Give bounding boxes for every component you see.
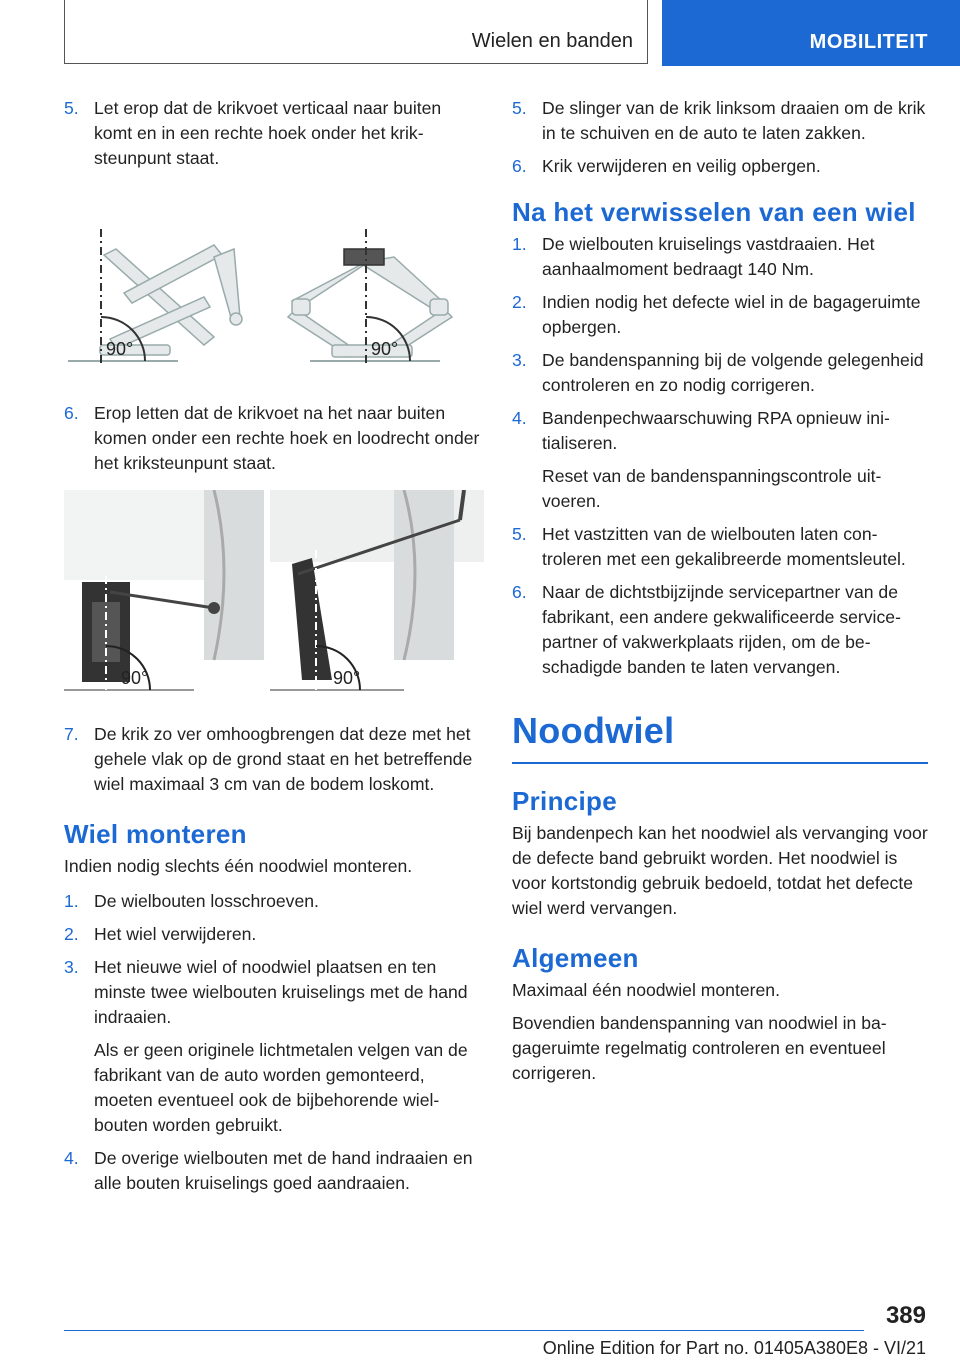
step-text: De slinger van de krik linksom draaien om de krik in te schuiven en de auto te laten zakken. [542, 98, 926, 143]
step-number: 1. [512, 234, 527, 254]
step-item [512, 290, 928, 340]
step-number: 6. [512, 582, 527, 602]
section-intro: Indien nodig slechts één noodwiel monteren. [64, 856, 413, 876]
chapter-heading: Noodwiel [512, 710, 928, 764]
step-item [512, 154, 928, 179]
step-text: De krik zo ver omhoogbrengen dat deze met het gehele vlak op de grond staat en het betreffende wiel maximaal 3 cm van de bodem loskomt. [94, 724, 473, 794]
step-item [512, 406, 928, 514]
step-number: 4. [512, 408, 527, 428]
section-heading: Na het verwisselen van een wiel [512, 197, 916, 227]
footer-divider [64, 1330, 864, 1331]
step-number: 1. [64, 891, 79, 911]
section-paragraph: Maximaal één noodwiel monteren. [512, 980, 780, 1000]
step-text: Het vastzitten van de wielbouten laten controleren met een gekalibreerde momentsleutel. [542, 524, 906, 569]
angle-label: 90° [371, 339, 399, 359]
angle-label: 90° [106, 339, 134, 359]
step-item [64, 96, 484, 171]
step-text: Het wiel verwijderen. [94, 924, 257, 944]
step-text: De bandenspanning bij de volgende gelegenheid controleren en zo nodig corrigeren. [542, 350, 924, 395]
left-column [64, 96, 484, 1204]
step-number: 4. [64, 1148, 79, 1168]
angle-label: 90° [333, 668, 361, 688]
step-item [512, 232, 928, 282]
section-paragraph: Bij bandenpech kan het noodwiel als vervanging voor de defecte band gebruikt worden. Het noodwiel is voor kortstondig gebruik bedoeld, totdat het defecte wiel werd vervangen. [512, 823, 928, 918]
step-text: De overige wielbouten met de hand indraaien en alle bouten kruiselings goed aandraaien. [94, 1148, 473, 1193]
step-text: Indien nodig het defecte wiel in de bagageruimte opbergen. [542, 292, 921, 337]
step-number: 2. [64, 924, 79, 944]
step-item [64, 1146, 484, 1196]
section-paragraph: Bovendien bandenspanning van noodwiel in bagageruimte regelmatig controleren en eventueel corrigeren. [512, 1013, 887, 1083]
section-heading: Principe [512, 786, 617, 816]
edition-note: Online Edition for Part no. 01405A380E8 - VI/21 [542, 1338, 926, 1358]
section-heading: Wiel monteren [64, 819, 247, 849]
step-number: 3. [64, 957, 79, 977]
step-number: 3. [512, 350, 527, 370]
step-note: Als er geen originele lichtmetalen velgen van de fabrikant van de auto worden gemonteerd, moeten eventueel ook de bijbehorende wielbouten worden gebruikt. [94, 1040, 468, 1135]
jack-photo-diagram [64, 490, 484, 696]
step-item [512, 580, 928, 680]
page-header [0, 0, 960, 66]
jack-side-view-diagram [64, 227, 484, 377]
step-text: Naar de dichtstbijzijnde servicepartner van de fabrikant, een andere gekwalificeerde servicepartner of vakwerkplaats rijden, om de beschadigde banden te laten vervangen. [542, 582, 901, 677]
step-text: Het nieuwe wiel of noodwiel plaatsen en ten minste twee wielbouten kruiselings met de hand indraaien. [94, 957, 468, 1027]
step-number: 5. [512, 524, 527, 544]
step-number: 5. [64, 98, 79, 118]
step-text: De wielbouten losschroeven. [94, 891, 319, 911]
step-item [64, 955, 484, 1138]
section-heading: Algemeen [512, 943, 639, 973]
step-item [64, 922, 484, 947]
step-text: Bandenpechwaarschuwing RPA opnieuw initialiseren. [542, 408, 890, 453]
step-note: Reset van de bandenspanningscontrole uitvoeren. [542, 466, 882, 511]
step-text: Erop letten dat de krikvoet na het naar buiten komen onder een rechte hoek en loodrecht onder het kriksteunpunt staat. [94, 403, 480, 473]
step-text: Krik verwijderen en veilig opbergen. [542, 156, 821, 176]
step-item [64, 722, 484, 797]
right-column [512, 96, 928, 1094]
jack-position-illustration [64, 227, 484, 377]
step-item [512, 96, 928, 146]
step-text: Let erop dat de krikvoet verticaal naar buiten komt en in een rechte hoek onder het kriksteunpunt staat. [94, 98, 442, 168]
step-number: 6. [64, 403, 79, 423]
step-number: 6. [512, 156, 527, 176]
step-number: 2. [512, 292, 527, 312]
chapter-tab: MOBILITEIT [662, 0, 960, 66]
page-number: 389 [885, 1302, 926, 1329]
step-item [512, 522, 928, 572]
step-item [64, 889, 484, 914]
step-item [512, 348, 928, 398]
step-number: 7. [64, 724, 79, 744]
section-tab: Wielen en banden [64, 0, 648, 64]
step-text: De wielbouten kruiselings vastdraaien. Het aanhaalmoment bedraagt 140 Nm. [542, 234, 875, 279]
step-item [64, 401, 484, 476]
jack-under-car-photos [64, 490, 484, 696]
angle-label: 90° [121, 668, 149, 688]
step-number: 5. [512, 98, 527, 118]
